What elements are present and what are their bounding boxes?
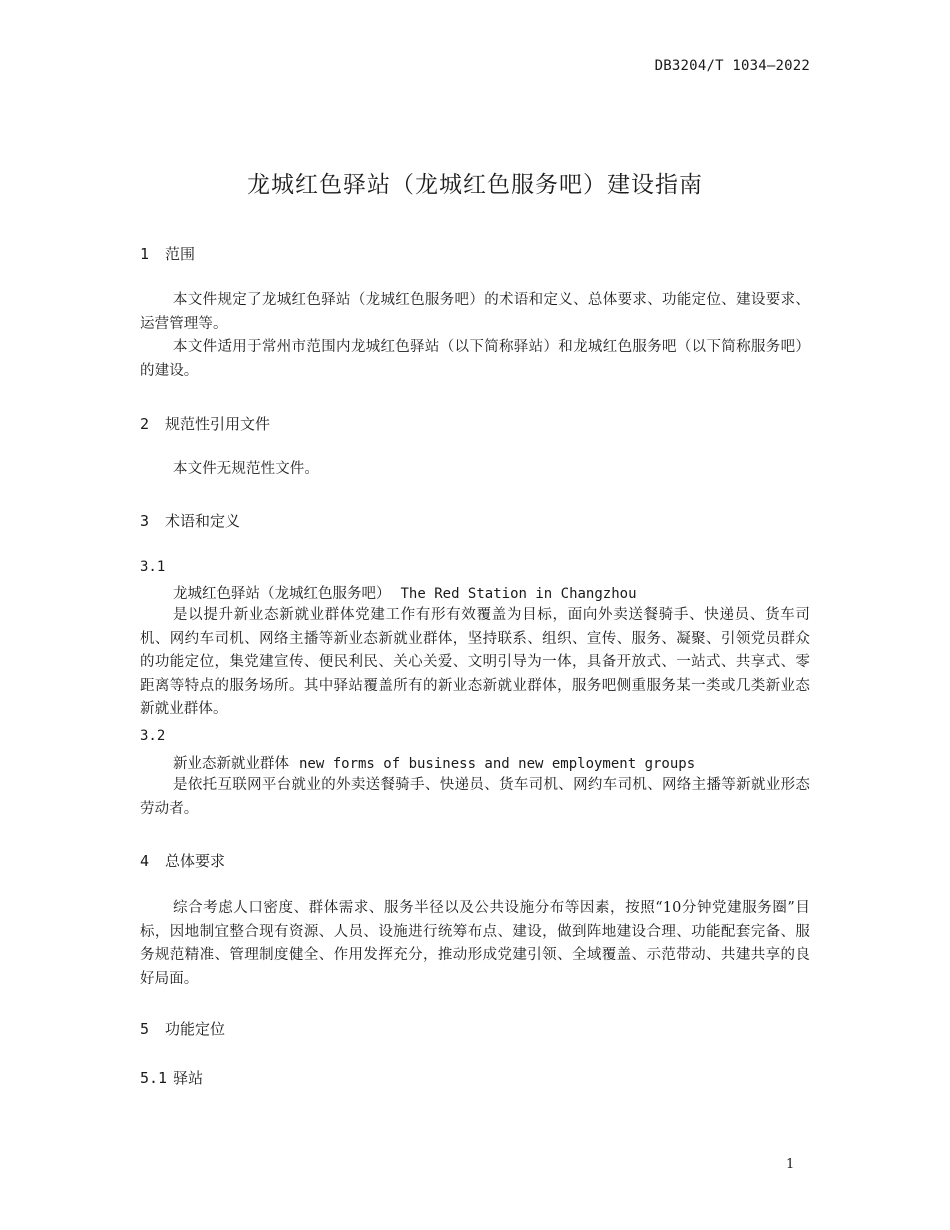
section-4-paragraph-1: 综合考虑人口密度、群体需求、服务半径以及公共设施分布等因素，按照“10分钟党建服务圈”目标，因地制宜整合现有资源、人员、设施进行统筹布点、建设，做到阵地建设合理、功能配套完备、服务规范精准、管理制度健全、作用发挥充分，推动形成党建引领、全域覆盖、示范带动、共建共享的良好局面。: [140, 900, 810, 987]
section-5-heading: [140, 1018, 225, 1039]
section-number: 1: [140, 245, 150, 263]
section-number: 5: [140, 1020, 150, 1038]
section-4-heading: [140, 850, 225, 871]
term-definition: 是依托互联网平台就业的外卖送餐骑手、快递员、货车司机、网约车司机、网络主播等新就业形态劳动者。: [140, 777, 810, 817]
subsection-5-1: [140, 1067, 203, 1088]
term-english: new forms of business and new employment groups: [299, 756, 696, 772]
section-1-paragraph-2: 本文件适用于常州市范围内龙城红色驿站（以下简称驿站）和龙城红色服务吧（以下简称服务吧）的建设。: [140, 339, 810, 379]
section-title: 总体要求: [165, 852, 226, 870]
term-number: 3.1: [140, 559, 166, 575]
term-definition: 是以提升新业态新就业群体党建工作有形有效覆盖为目标，面向外卖送餐骑手、快递员、货车司机、网约车司机、网络主播等新业态新就业群体，坚持联系、组织、宣传、服务、凝聚、引领党员群众的功能定位，集党建宣传、便民利民、关心关爱、文明引导为一体，具备开放式、一站式、共享式、零距离等特点的服务场所。其中驿站覆盖所有的新业态新就业群体，服务吧侧重服务某一类或几类新业态新就业群体。: [140, 607, 810, 718]
term-title: [173, 582, 637, 603]
section-title: 功能定位: [165, 1020, 226, 1038]
section-1-paragraph-1: 本文件规定了龙城红色驿站（龙城红色服务吧）的术语和定义、总体要求、功能定位、建设要求、运营管理等。: [140, 292, 810, 332]
term-title: [173, 752, 695, 773]
page-number: 1: [786, 1157, 795, 1172]
section-title: 术语和定义: [165, 512, 241, 530]
term-number: 3.2: [140, 728, 166, 744]
section-2-heading: [140, 413, 270, 434]
term-english: The Red Station in Changzhou: [400, 586, 637, 602]
document-number: DB3204/T 1034—2022: [654, 58, 810, 74]
term-chinese: 龙城红色驿站（龙城红色服务吧）: [173, 586, 391, 602]
term-chinese: 新业态新就业群体: [173, 756, 289, 772]
section-2-paragraph-1: 本文件无规范性文件。: [173, 461, 319, 477]
page-title: 龙城红色驿站（龙城红色服务吧）建设指南: [247, 172, 703, 198]
subsection-title: 驿站: [173, 1069, 204, 1087]
subsection-number: 5.1: [140, 1069, 168, 1087]
section-title: 规范性引用文件: [165, 415, 271, 433]
section-number: 3: [140, 512, 150, 530]
section-number: 2: [140, 415, 150, 433]
section-1-heading: [140, 243, 195, 264]
section-number: 4: [140, 852, 150, 870]
section-3-heading: [140, 510, 240, 531]
section-title: 范围: [165, 245, 196, 263]
